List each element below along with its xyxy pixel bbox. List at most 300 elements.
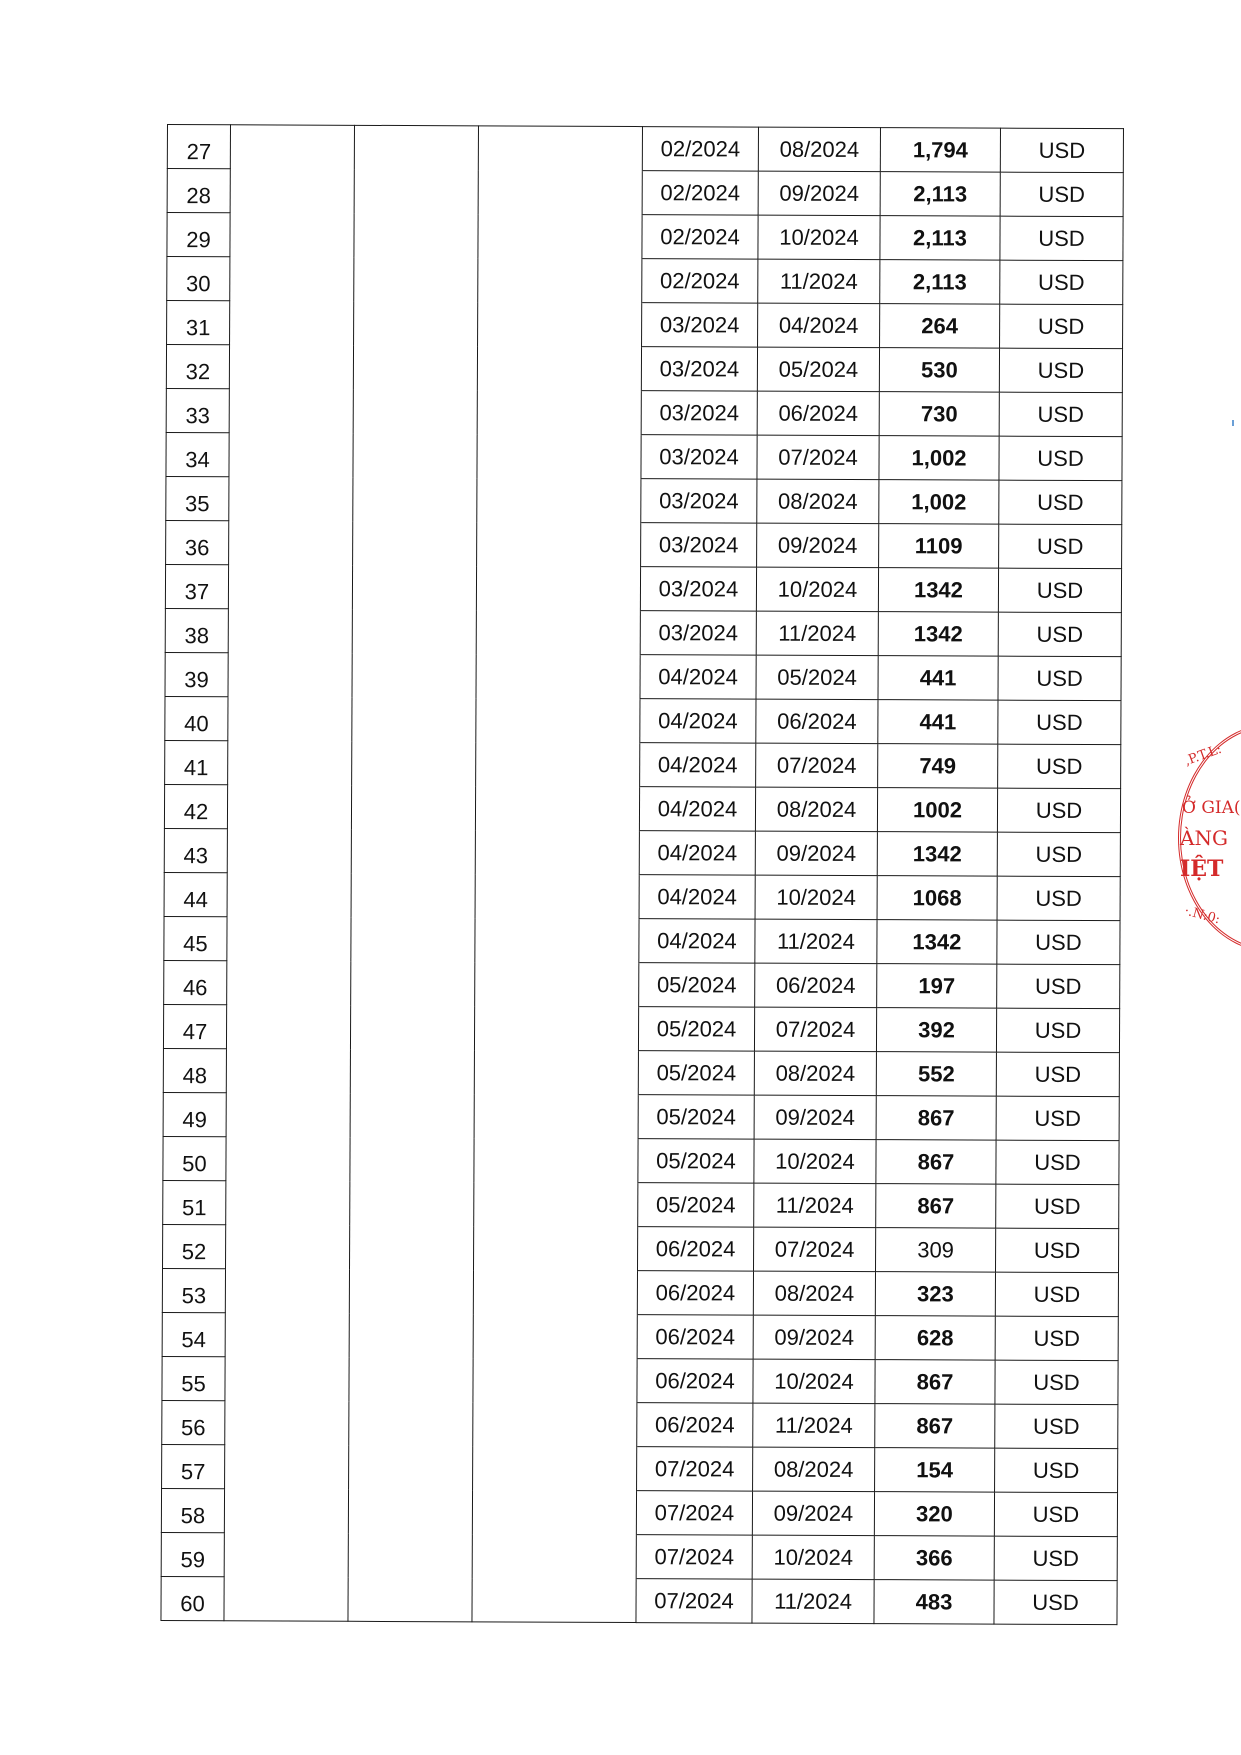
row-number-cell: 48 xyxy=(163,1048,226,1092)
empty-cell xyxy=(472,1578,636,1623)
empty-cell xyxy=(475,918,639,963)
row-number-cell: 47 xyxy=(163,1004,226,1048)
currency-cell: USD xyxy=(995,1448,1118,1493)
to-month-cell: 07/2024 xyxy=(757,435,879,480)
currency-cell: USD xyxy=(1000,128,1123,173)
empty-cell xyxy=(475,874,639,919)
empty-cell xyxy=(226,1181,350,1226)
table-row xyxy=(166,520,1122,568)
to-month-cell: 07/2024 xyxy=(754,1007,876,1052)
seal-text: ,P.T.L: xyxy=(1182,741,1224,770)
empty-cell xyxy=(227,785,351,830)
empty-cell xyxy=(476,654,640,699)
empty-cell xyxy=(474,1094,638,1139)
empty-cell xyxy=(224,1577,348,1622)
table-row xyxy=(163,1048,1119,1096)
table-row xyxy=(161,1488,1117,1536)
seal-text: IỆT xyxy=(1180,856,1224,882)
from-month-cell: 02/2024 xyxy=(642,171,758,216)
row-number-cell: 55 xyxy=(162,1356,225,1400)
table-row xyxy=(164,784,1120,832)
empty-cell xyxy=(349,1313,473,1358)
empty-cell xyxy=(474,1006,638,1051)
to-month-cell: 08/2024 xyxy=(757,479,879,524)
seal-text: Ở GIA( xyxy=(1182,798,1241,818)
from-month-cell: 03/2024 xyxy=(641,479,757,524)
row-number-cell: 37 xyxy=(165,564,228,608)
to-month-cell: 06/2024 xyxy=(755,963,877,1008)
from-month-cell: 04/2024 xyxy=(639,919,755,964)
table-row xyxy=(165,608,1121,656)
from-month-cell: 02/2024 xyxy=(642,215,758,260)
to-month-cell: 09/2024 xyxy=(755,831,877,876)
to-month-cell: 04/2024 xyxy=(758,303,880,348)
empty-cell xyxy=(229,433,353,478)
table-row xyxy=(162,1268,1118,1316)
empty-cell xyxy=(228,609,352,654)
table-row xyxy=(164,960,1120,1008)
empty-cell xyxy=(230,301,354,346)
from-month-cell: 04/2024 xyxy=(639,787,755,832)
row-number-cell: 54 xyxy=(162,1312,225,1356)
to-month-cell: 05/2024 xyxy=(757,347,879,392)
empty-cell xyxy=(477,346,641,391)
row-number-cell: 32 xyxy=(166,345,229,389)
currency-cell: USD xyxy=(995,1272,1118,1317)
table-body xyxy=(161,125,1124,1625)
from-month-cell: 05/2024 xyxy=(638,1095,754,1140)
row-number-cell: 27 xyxy=(167,125,230,169)
amount-cell: 867 xyxy=(875,1404,995,1449)
table-row xyxy=(167,301,1123,349)
currency-cell: USD xyxy=(994,1580,1117,1625)
to-month-cell: 09/2024 xyxy=(758,171,880,216)
empty-cell xyxy=(349,1445,473,1490)
to-month-cell: 10/2024 xyxy=(755,875,877,920)
row-number-cell: 45 xyxy=(164,916,227,960)
data-table xyxy=(160,124,1124,1625)
table-row xyxy=(162,1312,1118,1360)
empty-cell xyxy=(477,522,641,567)
empty-cell xyxy=(226,1225,350,1270)
amount-cell: 730 xyxy=(879,392,999,437)
currency-cell: USD xyxy=(996,1140,1119,1185)
empty-cell xyxy=(478,126,642,171)
to-month-cell: 11/2024 xyxy=(756,611,878,656)
currency-cell: USD xyxy=(996,1008,1119,1053)
amount-cell: 1342 xyxy=(877,832,997,877)
from-month-cell: 03/2024 xyxy=(640,567,756,612)
empty-cell xyxy=(353,389,477,434)
table-row xyxy=(165,696,1121,744)
empty-cell xyxy=(478,214,642,259)
row-number-cell: 35 xyxy=(166,476,229,520)
to-month-cell: 10/2024 xyxy=(752,1535,874,1580)
amount-cell: 1068 xyxy=(877,876,997,921)
table-row xyxy=(165,564,1121,612)
to-month-cell: 10/2024 xyxy=(754,1139,876,1184)
empty-cell xyxy=(474,1182,638,1227)
amount-cell: 867 xyxy=(875,1360,995,1405)
from-month-cell: 03/2024 xyxy=(641,523,757,568)
amount-cell: 2,113 xyxy=(880,216,1000,261)
empty-cell xyxy=(230,169,354,214)
table-row xyxy=(166,476,1122,524)
empty-cell xyxy=(351,873,475,918)
to-month-cell: 07/2024 xyxy=(756,743,878,788)
amount-cell: 1002 xyxy=(877,788,997,833)
empty-cell xyxy=(348,1489,472,1534)
from-month-cell: 03/2024 xyxy=(641,347,757,392)
empty-cell xyxy=(476,742,640,787)
table-row xyxy=(163,1092,1119,1140)
table-row xyxy=(164,872,1120,920)
empty-cell xyxy=(229,345,353,390)
empty-cell xyxy=(354,213,478,258)
row-number-cell: 56 xyxy=(162,1400,225,1444)
empty-cell xyxy=(229,477,353,522)
empty-cell xyxy=(353,521,477,566)
currency-cell: USD xyxy=(999,480,1122,525)
empty-cell xyxy=(351,829,475,874)
currency-cell: USD xyxy=(997,920,1120,965)
from-month-cell: 06/2024 xyxy=(637,1271,753,1316)
empty-cell xyxy=(228,653,352,698)
table-row xyxy=(167,169,1123,217)
currency-cell: USD xyxy=(1000,304,1123,349)
currency-cell: USD xyxy=(999,392,1122,437)
to-month-cell: 06/2024 xyxy=(757,391,879,436)
amount-cell: 309 xyxy=(875,1228,995,1273)
currency-cell: USD xyxy=(996,1184,1119,1229)
empty-cell xyxy=(227,873,351,918)
empty-cell xyxy=(352,609,476,654)
to-month-cell: 07/2024 xyxy=(754,1227,876,1272)
table-row xyxy=(166,388,1122,436)
amount-cell: 1,002 xyxy=(879,480,999,525)
from-month-cell: 03/2024 xyxy=(640,611,756,656)
currency-cell: USD xyxy=(994,1536,1117,1581)
currency-cell: USD xyxy=(995,1360,1118,1405)
row-number-cell: 33 xyxy=(166,388,229,432)
currency-cell: USD xyxy=(1000,216,1123,261)
currency-cell: USD xyxy=(997,876,1120,921)
empty-cell xyxy=(353,477,477,522)
empty-cell xyxy=(476,566,640,611)
empty-cell xyxy=(473,1446,637,1491)
from-month-cell: 07/2024 xyxy=(636,1579,752,1624)
from-month-cell: 05/2024 xyxy=(638,1007,754,1052)
empty-cell xyxy=(227,829,351,874)
empty-cell xyxy=(478,302,642,347)
empty-cell xyxy=(349,1401,473,1446)
row-number-cell: 39 xyxy=(165,652,228,696)
empty-cell xyxy=(352,653,476,698)
empty-cell xyxy=(348,1533,472,1578)
row-number-cell: 38 xyxy=(165,608,228,652)
empty-cell xyxy=(229,521,353,566)
from-month-cell: 06/2024 xyxy=(637,1315,753,1360)
row-number-cell: 43 xyxy=(164,828,227,872)
from-month-cell: 06/2024 xyxy=(638,1227,754,1272)
empty-cell xyxy=(475,830,639,875)
currency-cell: USD xyxy=(997,788,1120,833)
empty-cell xyxy=(478,258,642,303)
currency-cell: USD xyxy=(1000,260,1123,305)
currency-cell: USD xyxy=(995,1316,1118,1361)
empty-cell xyxy=(350,1093,474,1138)
empty-cell xyxy=(472,1490,636,1535)
scan-edge-mark xyxy=(1232,420,1234,426)
empty-cell xyxy=(477,478,641,523)
currency-cell: USD xyxy=(1000,172,1123,217)
to-month-cell: 11/2024 xyxy=(754,1183,876,1228)
currency-cell: USD xyxy=(994,1492,1117,1537)
amount-cell: 552 xyxy=(876,1052,996,1097)
row-number-cell: 31 xyxy=(167,301,230,345)
amount-cell: 441 xyxy=(878,700,998,745)
table-row xyxy=(164,916,1120,964)
empty-cell xyxy=(230,257,354,302)
currency-cell: USD xyxy=(999,436,1122,481)
row-number-cell: 59 xyxy=(161,1532,224,1576)
empty-cell xyxy=(225,1313,349,1358)
empty-cell xyxy=(225,1269,349,1314)
row-number-cell: 42 xyxy=(164,784,227,828)
row-number-cell: 44 xyxy=(164,872,227,916)
empty-cell xyxy=(478,170,642,215)
to-month-cell: 09/2024 xyxy=(754,1095,876,1140)
table-row xyxy=(167,213,1123,261)
empty-cell xyxy=(227,917,351,962)
amount-cell: 867 xyxy=(876,1184,996,1229)
empty-cell xyxy=(354,257,478,302)
from-month-cell: 07/2024 xyxy=(636,1535,752,1580)
from-month-cell: 05/2024 xyxy=(638,1051,754,1096)
amount-cell: 867 xyxy=(876,1140,996,1185)
empty-cell xyxy=(354,125,478,170)
from-month-cell: 03/2024 xyxy=(642,303,758,348)
empty-cell xyxy=(473,1314,637,1359)
empty-cell xyxy=(230,213,354,258)
to-month-cell: 10/2024 xyxy=(756,567,878,612)
table-row xyxy=(167,257,1123,305)
from-month-cell: 03/2024 xyxy=(641,435,757,480)
from-month-cell: 05/2024 xyxy=(638,1183,754,1228)
currency-cell: USD xyxy=(998,744,1121,789)
row-number-cell: 28 xyxy=(167,169,230,213)
table-row xyxy=(163,1224,1119,1272)
from-month-cell: 05/2024 xyxy=(638,1139,754,1184)
empty-cell xyxy=(477,390,641,435)
amount-cell: 1342 xyxy=(877,920,997,965)
from-month-cell: 05/2024 xyxy=(639,963,755,1008)
currency-cell: USD xyxy=(998,700,1121,745)
empty-cell xyxy=(352,565,476,610)
to-month-cell: 08/2024 xyxy=(755,787,877,832)
from-month-cell: 06/2024 xyxy=(637,1403,753,1448)
empty-cell xyxy=(349,1357,473,1402)
amount-cell: 530 xyxy=(879,348,999,393)
empty-cell xyxy=(474,1138,638,1183)
empty-cell xyxy=(352,741,476,786)
empty-cell xyxy=(350,1005,474,1050)
row-number-cell: 50 xyxy=(163,1136,226,1180)
empty-cell xyxy=(473,1358,637,1403)
red-seal-stamp xyxy=(1170,718,1241,954)
empty-cell xyxy=(227,961,351,1006)
empty-cell xyxy=(350,1049,474,1094)
row-number-cell: 36 xyxy=(166,520,229,564)
from-month-cell: 02/2024 xyxy=(642,259,758,304)
row-number-cell: 40 xyxy=(165,696,228,740)
from-month-cell: 04/2024 xyxy=(640,743,756,788)
row-number-cell: 46 xyxy=(164,960,227,1004)
row-number-cell: 41 xyxy=(165,740,228,784)
to-month-cell: 05/2024 xyxy=(756,655,878,700)
empty-cell xyxy=(348,1577,472,1622)
empty-cell xyxy=(475,786,639,831)
empty-cell xyxy=(473,1402,637,1447)
amount-cell: 323 xyxy=(875,1272,995,1317)
from-month-cell: 02/2024 xyxy=(642,127,758,172)
currency-cell: USD xyxy=(996,1096,1119,1141)
amount-cell: 392 xyxy=(876,1008,996,1053)
table-row xyxy=(161,1532,1117,1580)
to-month-cell: 08/2024 xyxy=(758,127,880,172)
row-number-cell: 60 xyxy=(161,1576,224,1620)
amount-cell: 441 xyxy=(878,656,998,701)
to-month-cell: 09/2024 xyxy=(752,1491,874,1536)
empty-cell xyxy=(228,565,352,610)
currency-cell: USD xyxy=(998,656,1121,701)
empty-cell xyxy=(350,1137,474,1182)
empty-cell xyxy=(476,610,640,655)
empty-cell xyxy=(224,1489,348,1534)
currency-cell: USD xyxy=(999,524,1122,569)
row-number-cell: 30 xyxy=(167,257,230,301)
empty-cell xyxy=(350,1225,474,1270)
from-month-cell: 04/2024 xyxy=(640,655,756,700)
amount-cell: 2,113 xyxy=(880,260,1000,305)
empty-cell xyxy=(353,345,477,390)
table-row xyxy=(161,1576,1117,1624)
amount-cell: 749 xyxy=(878,744,998,789)
table-row xyxy=(163,1004,1119,1052)
table-row xyxy=(167,125,1123,173)
to-month-cell: 08/2024 xyxy=(753,1447,875,1492)
to-month-cell: 06/2024 xyxy=(756,699,878,744)
empty-cell xyxy=(352,697,476,742)
currency-cell: USD xyxy=(997,832,1120,877)
to-month-cell: 10/2024 xyxy=(753,1359,875,1404)
currency-cell: USD xyxy=(995,1228,1118,1273)
empty-cell xyxy=(228,697,352,742)
amount-cell: 154 xyxy=(875,1448,995,1493)
row-number-cell: 34 xyxy=(166,432,229,476)
from-month-cell: 04/2024 xyxy=(639,831,755,876)
table-row xyxy=(166,345,1122,393)
to-month-cell: 11/2024 xyxy=(752,1579,874,1624)
empty-cell xyxy=(350,1181,474,1226)
table-row xyxy=(165,740,1121,788)
empty-cell xyxy=(351,961,475,1006)
amount-cell: 264 xyxy=(880,304,1000,349)
to-month-cell: 11/2024 xyxy=(753,1403,875,1448)
table-row xyxy=(162,1356,1118,1404)
from-month-cell: 03/2024 xyxy=(641,391,757,436)
table-row xyxy=(166,432,1122,480)
amount-cell: 2,113 xyxy=(880,172,1000,217)
empty-cell xyxy=(473,1270,637,1315)
empty-cell xyxy=(354,301,478,346)
table-row xyxy=(162,1444,1118,1492)
empty-cell xyxy=(351,917,475,962)
currency-cell: USD xyxy=(996,1052,1119,1097)
empty-cell xyxy=(354,169,478,214)
empty-cell xyxy=(225,1445,349,1490)
amount-cell: 628 xyxy=(875,1316,995,1361)
empty-cell xyxy=(474,1050,638,1095)
empty-cell xyxy=(474,1226,638,1271)
to-month-cell: 08/2024 xyxy=(754,1051,876,1096)
empty-cell xyxy=(472,1534,636,1579)
empty-cell xyxy=(476,698,640,743)
to-month-cell: 11/2024 xyxy=(755,919,877,964)
row-number-cell: 58 xyxy=(161,1488,224,1532)
empty-cell xyxy=(226,1049,350,1094)
amount-cell: 366 xyxy=(874,1536,994,1581)
empty-cell xyxy=(226,1137,350,1182)
currency-cell: USD xyxy=(998,612,1121,657)
empty-cell xyxy=(229,389,353,434)
amount-cell: 1,002 xyxy=(879,436,999,481)
amount-cell: 1109 xyxy=(879,524,999,569)
row-number-cell: 53 xyxy=(162,1268,225,1312)
empty-cell xyxy=(228,741,352,786)
empty-cell xyxy=(351,785,475,830)
table-row xyxy=(165,652,1121,700)
currency-cell: USD xyxy=(998,568,1121,613)
empty-cell xyxy=(475,962,639,1007)
to-month-cell: 09/2024 xyxy=(753,1315,875,1360)
table-row xyxy=(163,1136,1119,1184)
empty-cell xyxy=(226,1093,350,1138)
currency-cell: USD xyxy=(997,964,1120,1009)
seal-text: ÀNG xyxy=(1180,826,1228,850)
from-month-cell: 07/2024 xyxy=(636,1491,752,1536)
to-month-cell: 11/2024 xyxy=(758,259,880,304)
amount-cell: 867 xyxy=(876,1096,996,1141)
empty-cell xyxy=(230,125,354,170)
table-row xyxy=(164,828,1120,876)
currency-cell: USD xyxy=(995,1404,1118,1449)
to-month-cell: 10/2024 xyxy=(758,215,880,260)
row-number-cell: 29 xyxy=(167,213,230,257)
amount-cell: 1342 xyxy=(878,568,998,613)
empty-cell xyxy=(224,1533,348,1578)
row-number-cell: 52 xyxy=(163,1224,226,1268)
row-number-cell: 51 xyxy=(163,1180,226,1224)
seal-text: ·.N:0: xyxy=(1182,903,1222,928)
empty-cell xyxy=(349,1269,473,1314)
from-month-cell: 04/2024 xyxy=(639,875,755,920)
amount-cell: 320 xyxy=(874,1492,994,1537)
amount-cell: 1,794 xyxy=(880,128,1000,173)
row-number-cell: 57 xyxy=(162,1444,225,1488)
empty-cell xyxy=(225,1357,349,1402)
empty-cell xyxy=(353,433,477,478)
